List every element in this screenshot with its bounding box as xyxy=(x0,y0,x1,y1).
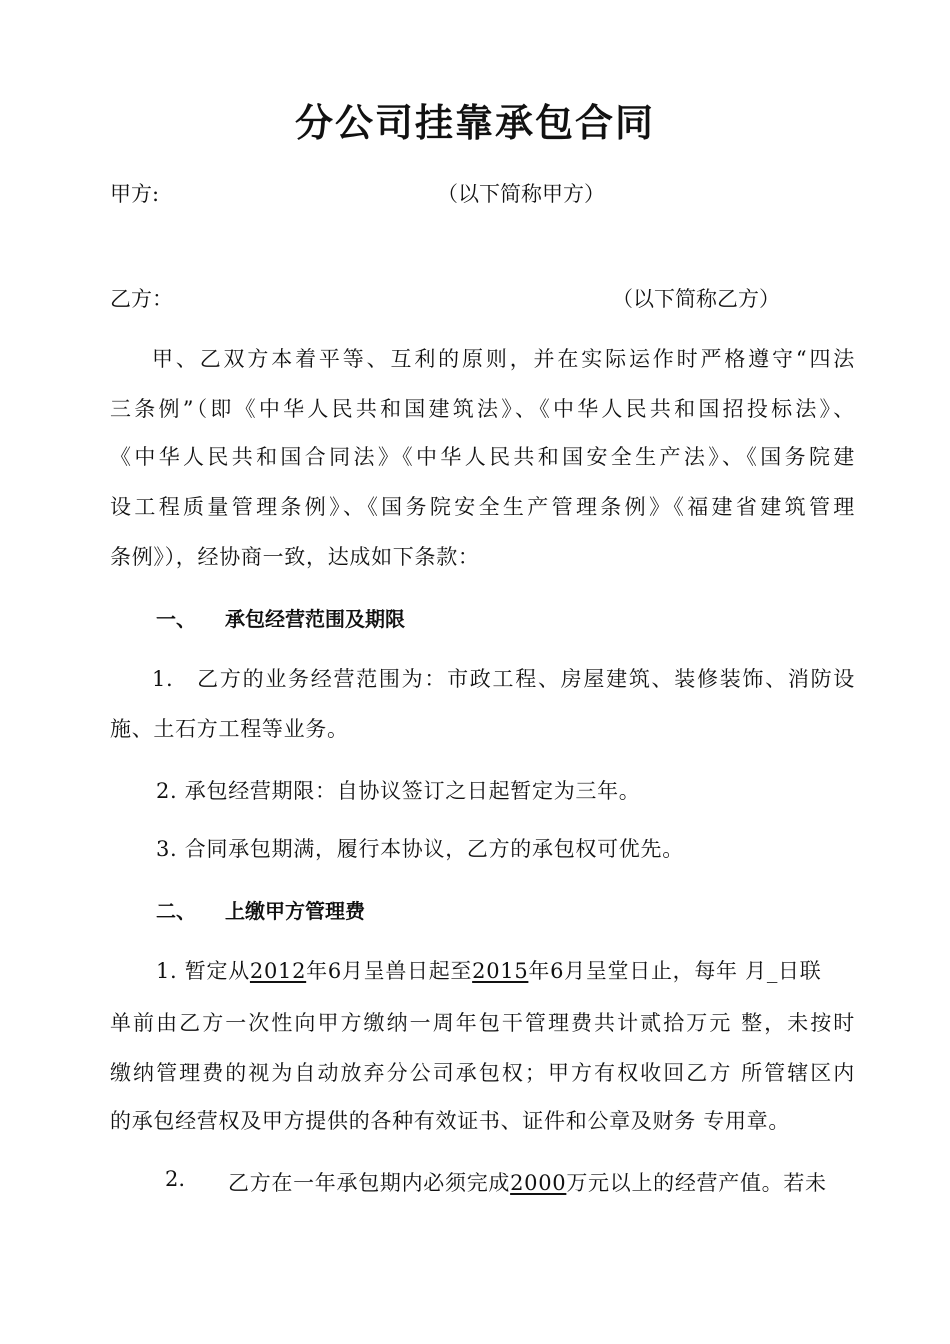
end-year: 2015 xyxy=(472,959,529,983)
clause-2-2-number: 2. xyxy=(165,1167,186,1191)
section-title: 承包经营范围及期限 xyxy=(225,607,405,631)
clause-text: 万元以上的经营产值。若未 xyxy=(566,1171,827,1195)
party-b-label: 乙方： xyxy=(110,287,173,311)
clause-1-1-line: 1. 乙方的业务经营范围为：市政工程、房屋建筑、装修装饰、消防设 xyxy=(152,667,855,691)
party-a-label: 甲方: xyxy=(110,182,160,206)
clause-text: 年6月呈堂日止，每年 月_日联 xyxy=(528,959,822,983)
party-b-note: （以下简称乙方） xyxy=(612,287,780,311)
clause-text: 1. 暂定从 xyxy=(156,959,250,983)
document-title: 分公司挂靠承包合同 xyxy=(294,101,655,145)
clause-2-1-first-line xyxy=(156,955,855,985)
intro-line: 三条例”（即《中华人民共和国建筑法》、《中华人民共和国招投标法》、 xyxy=(110,397,855,421)
output-amount: 2000 xyxy=(510,1171,567,1195)
clause-1-3: 3. 合同承包期满，履行本协议，乙方的承包权可优先。 xyxy=(156,837,684,861)
section-number: 一、 xyxy=(156,607,196,631)
intro-line: 《中华人民共和国合同法》《中华人民共和国安全生产法》、《国务院建 xyxy=(110,445,855,469)
clause-2-2-text xyxy=(228,1167,855,1197)
clause-1-1-line: 施、土石方工程等业务。 xyxy=(110,717,349,741)
start-year: 2012 xyxy=(249,959,307,983)
clause-text: 年6月呈兽日起至 xyxy=(306,959,473,983)
clause-1-2: 2. 承包经营期限：自协议签订之日起暂定为三年。 xyxy=(156,779,641,803)
clause-2-1-line: 的承包经营权及甲方提供的各种有效证书、证件和公章及财务 专用章。 xyxy=(110,1109,791,1133)
section-title: 上缴甲方管理费 xyxy=(225,899,365,923)
intro-line: 甲、乙双方本着平等、互利的原则，并在实际运作时严格遵守“四法 xyxy=(152,347,855,371)
clause-2-1-line: 缴纳管理费的视为自动放弃分公司承包权；甲方有权收回乙方 所管辖区内 xyxy=(110,1061,855,1085)
intro-line: 设工程质量管理条例》、《国务院安全生产管理条例》《福建省建筑管理 xyxy=(110,495,855,519)
party-a-note: （以下简称甲方） xyxy=(437,182,605,206)
intro-line: 条例》），经协商一致，达成如下条款： xyxy=(110,545,480,569)
clause-2-1-line: 单前由乙方一次性向甲方缴纳一周年包干管理费共计贰拾万元 整，未按时 xyxy=(110,1011,855,1035)
clause-text: 乙方在一年承包期内必须完成 xyxy=(228,1171,511,1195)
section-number: 二、 xyxy=(156,899,196,923)
